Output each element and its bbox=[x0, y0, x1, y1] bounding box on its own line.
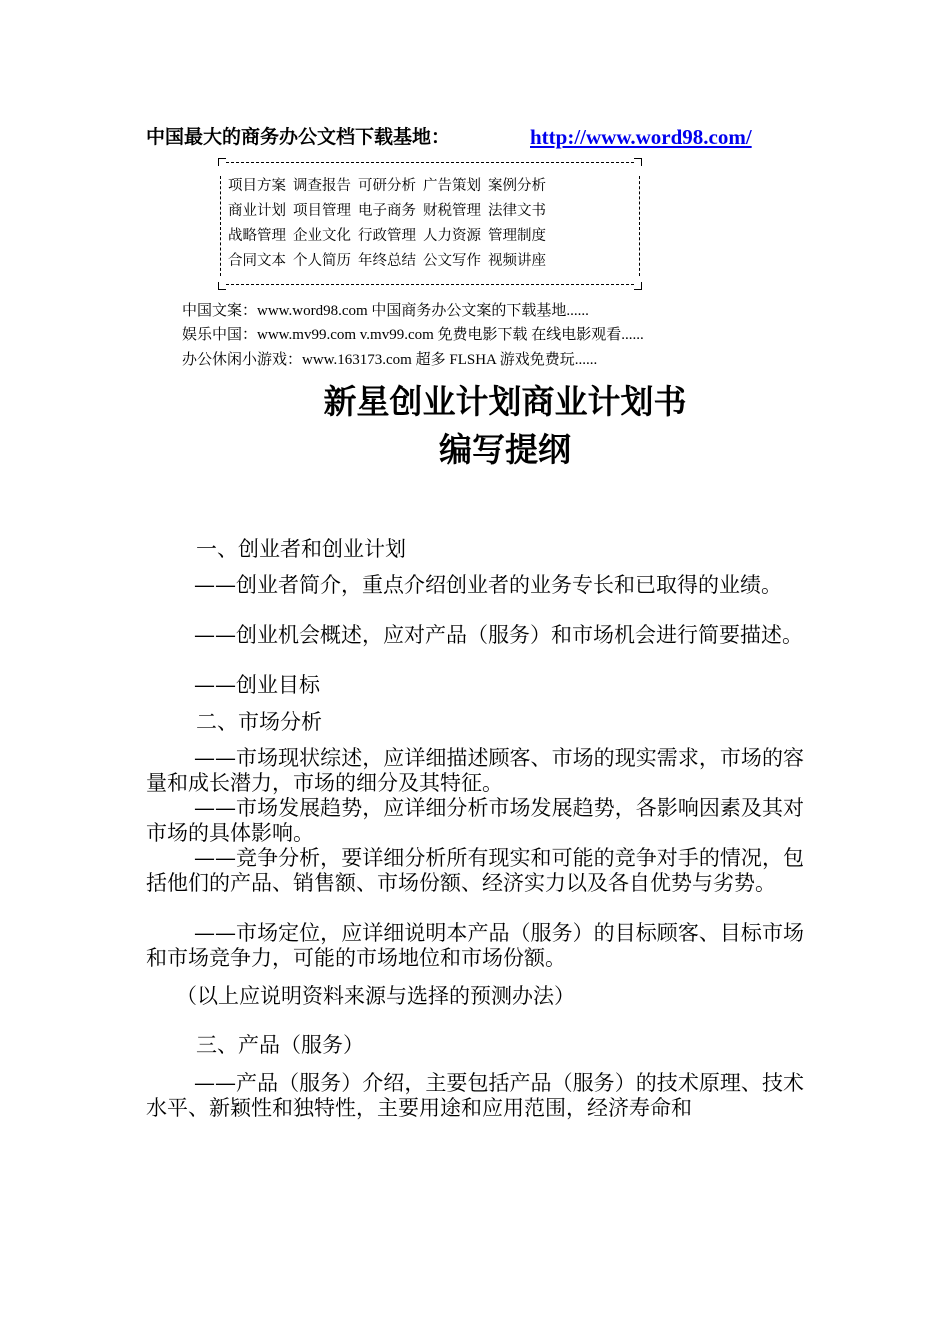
site-slogan: 中国最大的商务办公文档下载基地： bbox=[146, 126, 451, 148]
nav-link[interactable]: 财税管理 bbox=[423, 203, 481, 219]
body-paragraph: ——产品（服务）介绍，主要包括产品（服务）的技术原理、技术水平、新颖性和独特性，主要用途和应用范围，经济寿命和 bbox=[146, 1071, 804, 1120]
document-subtitle: 编写提纲 bbox=[439, 430, 571, 469]
body-paragraph: ——创业机会概述，应对产品（服务）和市场机会进行简要描述。 bbox=[194, 623, 803, 647]
nav-link[interactable]: 法律文书 bbox=[488, 203, 546, 219]
nav-link[interactable]: 合同文本 bbox=[228, 253, 286, 269]
body-paragraph: ——市场定位，应详细说明本产品（服务）的目标顾客、目标市场和市场竞争力，可能的市场地位和市场份额。 bbox=[146, 921, 804, 970]
box-border-bottom bbox=[226, 284, 634, 285]
nav-link[interactable]: 人力资源 bbox=[423, 228, 481, 244]
nav-link[interactable]: 管理制度 bbox=[488, 228, 546, 244]
nav-link[interactable]: 年终总结 bbox=[358, 253, 416, 269]
box-border-left bbox=[220, 176, 221, 276]
nav-link[interactable]: 个人简历 bbox=[293, 253, 351, 269]
nav-link[interactable]: 视频讲座 bbox=[488, 253, 546, 269]
document-title: 新星创业计划商业计划书 bbox=[323, 382, 687, 421]
promo-line: 娱乐中国：www.mv99.com v.mv99.com 免费电影下载 在线电影观看...... bbox=[182, 327, 644, 343]
nav-link[interactable]: 电子商务 bbox=[358, 203, 416, 219]
box-border-top bbox=[226, 162, 634, 163]
nav-row bbox=[228, 199, 632, 224]
nav-link[interactable]: 可研分析 bbox=[358, 178, 416, 194]
body-paragraph: ——竞争分析，要详细分析所有现实和可能的竞争对手的情况，包括他们的产品、销售额、市场份额、经济实力以及各自优势与劣势。 bbox=[146, 846, 804, 895]
nav-link[interactable]: 广告策划 bbox=[423, 178, 481, 194]
promo-line: 办公休闲小游戏：www.163173.com 超多 FLSHA 游戏免费玩...... bbox=[182, 352, 598, 368]
promo-line: 中国文案：www.word98.com 中国商务办公文案的下载基地...... bbox=[182, 303, 589, 319]
nav-link[interactable]: 行政管理 bbox=[358, 228, 416, 244]
box-corner bbox=[218, 282, 226, 290]
body-paragraph: ——市场发展趋势，应详细分析市场发展趋势，各影响因素及其对市场的具体影响。 bbox=[146, 796, 804, 845]
nav-link[interactable]: 项目方案 bbox=[228, 178, 286, 194]
body-paragraph: ——市场现状综述，应详细描述顾客、市场的现实需求，市场的容量和成长潜力，市场的细分及其特征。 bbox=[146, 746, 804, 795]
section-heading: 二、市场分析 bbox=[196, 710, 322, 734]
box-corner bbox=[634, 158, 642, 166]
category-nav-box bbox=[218, 156, 642, 290]
section-heading: 一、创业者和创业计划 bbox=[196, 537, 406, 561]
nav-link[interactable]: 企业文化 bbox=[293, 228, 351, 244]
nav-link[interactable]: 案例分析 bbox=[488, 178, 546, 194]
section-heading: 三、产品（服务） bbox=[196, 1033, 364, 1057]
nav-link[interactable]: 战略管理 bbox=[228, 228, 286, 244]
box-corner bbox=[218, 158, 226, 166]
nav-link[interactable]: 调查报告 bbox=[293, 178, 351, 194]
site-link[interactable]: http://www.word98.com/ bbox=[530, 125, 752, 149]
nav-link[interactable]: 商业计划 bbox=[228, 203, 286, 219]
site-header bbox=[146, 124, 846, 154]
box-border-right bbox=[639, 176, 640, 276]
body-paragraph: ——创业目标 bbox=[194, 673, 320, 697]
nav-row bbox=[228, 224, 632, 249]
box-corner bbox=[634, 282, 642, 290]
body-note: （以上应说明资料来源与选择的预测办法） bbox=[176, 984, 575, 1008]
nav-link[interactable]: 项目管理 bbox=[293, 203, 351, 219]
nav-link[interactable]: 公文写作 bbox=[423, 253, 481, 269]
nav-row bbox=[228, 249, 632, 274]
nav-row bbox=[228, 174, 632, 199]
body-paragraph: ——创业者简介，重点介绍创业者的业务专长和已取得的业绩。 bbox=[194, 573, 782, 597]
